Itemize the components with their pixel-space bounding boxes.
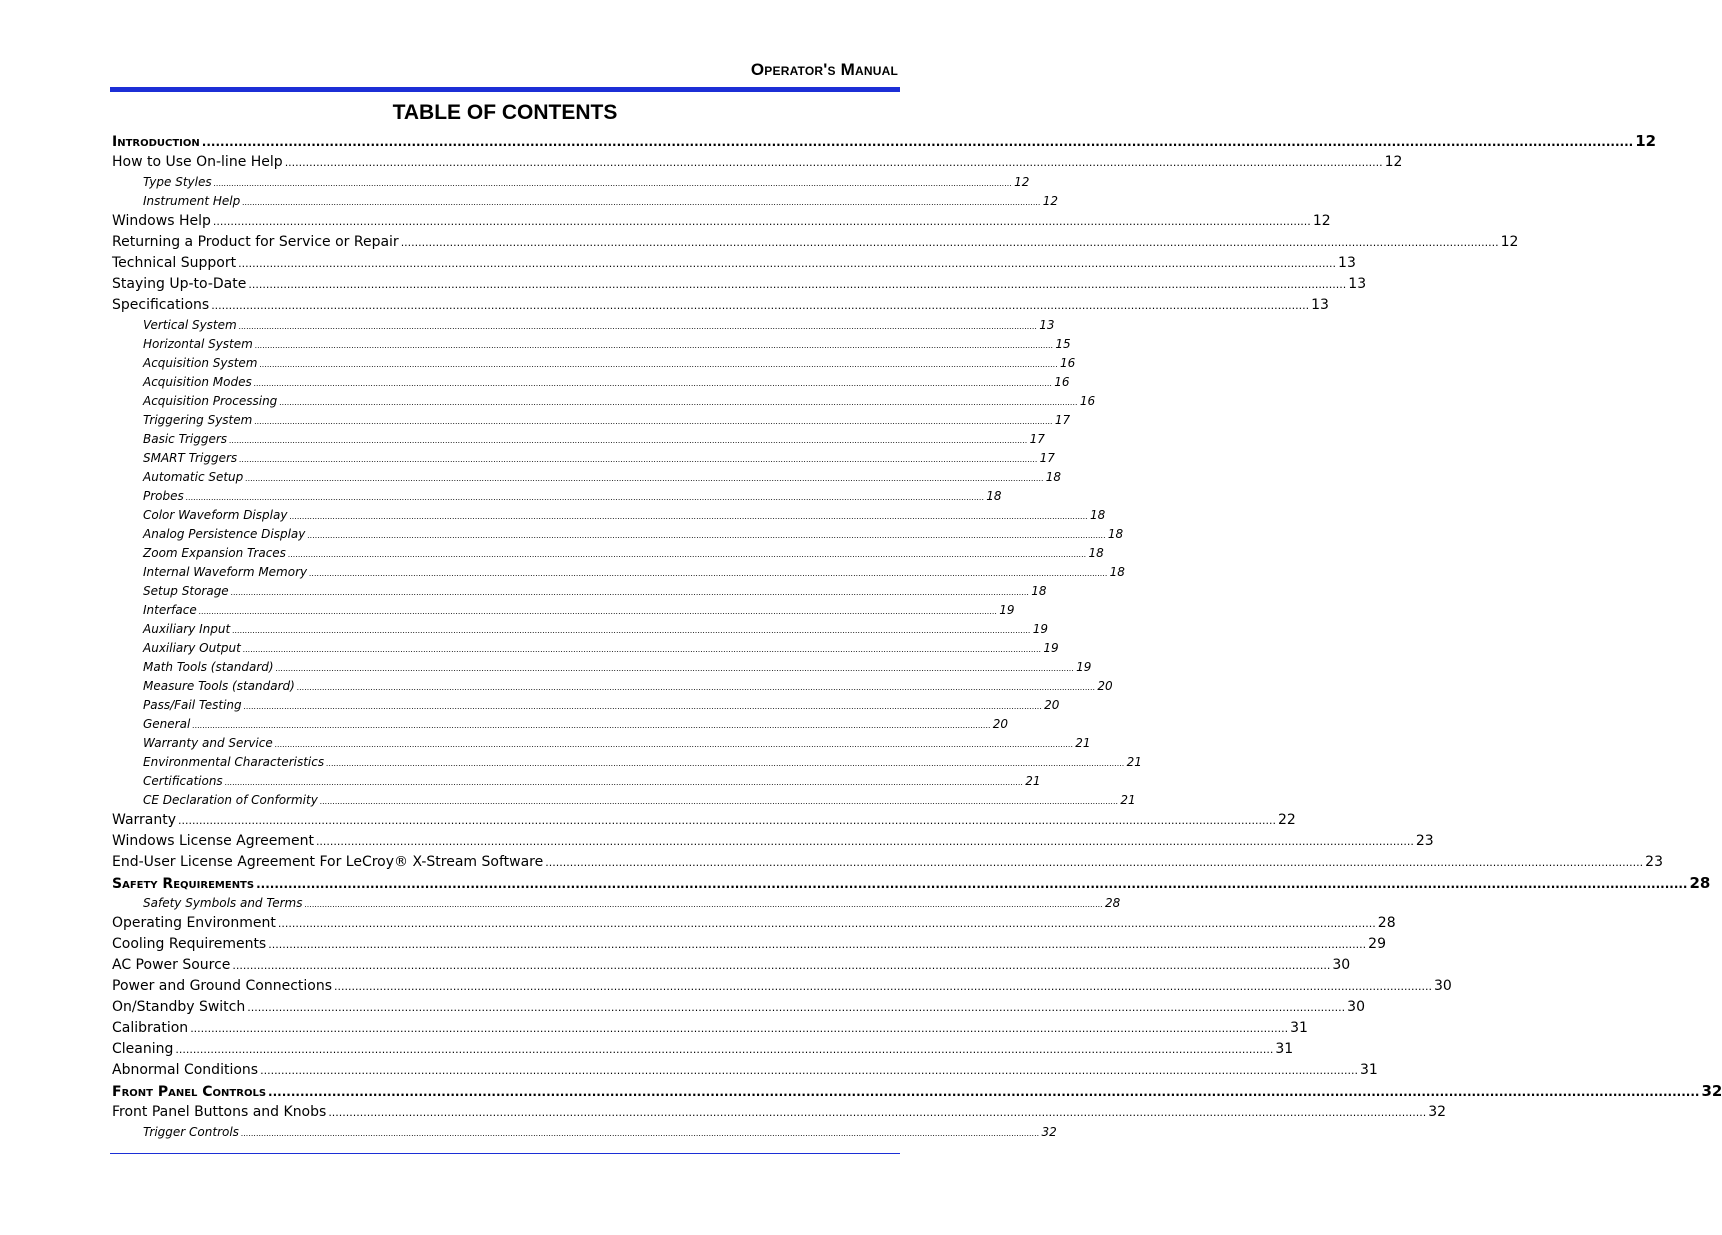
toc-entry-label: Windows Help: [112, 213, 211, 229]
toc-entry-page: 16: [1054, 375, 1070, 389]
toc-entry[interactable]: [112, 772, 1041, 791]
toc-entry-page: 28: [1689, 874, 1711, 892]
toc-leader-dots: ..........................................................................................................................................................................................................................................................................................................................: [400, 236, 1499, 249]
toc-entry[interactable]: [112, 131, 1657, 152]
toc-entry-page: 12: [1014, 175, 1030, 189]
toc-entry-page: 13: [1039, 318, 1055, 332]
toc-entry-label: Measure Tools (standard): [143, 679, 295, 693]
toc-leader-dots: ..........................................................................................................................................................................................................................................................................................................................: [239, 455, 1038, 464]
toc-entry-page: 31: [1360, 1062, 1378, 1078]
toc-entry-label: How to Use On-line Help: [112, 154, 283, 170]
toc-entry-page: 17: [1039, 451, 1055, 465]
toc-leader-dots: ..........................................................................................................................................................................................................................................................................................................................: [232, 959, 1331, 972]
toc-entry-label: Front Panel Buttons and Knobs: [112, 1104, 327, 1120]
toc-entry[interactable]: [112, 173, 1030, 192]
toc-entry[interactable]: [112, 582, 1047, 601]
toc-entry[interactable]: [112, 696, 1060, 715]
toc-entry-label: CE Declaration of Conformity: [143, 793, 318, 807]
toc-entry-page: 18: [1045, 470, 1062, 484]
toc-leader-dots: ..........................................................................................................................................................................................................................................................................................................................: [192, 721, 991, 730]
toc-entry[interactable]: [112, 295, 1329, 316]
toc-entry-page: 28: [1377, 915, 1396, 931]
toc-entry-label: Windows License Agreement: [112, 833, 314, 849]
toc-leader-dots: ..........................................................................................................................................................................................................................................................................................................................: [243, 702, 1043, 711]
toc-entry-label: Basic Triggers: [143, 432, 228, 446]
toc-entry-page: 21: [1120, 793, 1136, 807]
toc-leader-dots: ..........................................................................................................................................................................................................................................................................................................................: [201, 135, 1634, 149]
toc-entry-page: 21: [1025, 774, 1041, 788]
toc-entry-page: 12: [1635, 132, 1657, 150]
toc-entry[interactable]: [112, 934, 1386, 955]
toc-leader-dots: ..........................................................................................................................................................................................................................................................................................................................: [248, 278, 1347, 291]
toc-leader-dots: ..........................................................................................................................................................................................................................................................................................................................: [229, 436, 1028, 445]
toc-entry-page: 12: [1312, 213, 1331, 229]
toc-entry[interactable]: [112, 152, 1403, 173]
toc-entry-label: Returning a Product for Service or Repair: [112, 234, 399, 250]
toc-entry[interactable]: [112, 563, 1125, 582]
toc-leader-dots: ..........................................................................................................................................................................................................................................................................................................................: [315, 835, 1414, 848]
toc-leader-dots: ..........................................................................................................................................................................................................................................................................................................................: [545, 856, 1644, 869]
toc-leader-dots: ..........................................................................................................................................................................................................................................................................................................................: [319, 797, 1119, 806]
toc-entry-page: 19: [1032, 622, 1048, 636]
toc-entry-label: Cleaning: [112, 1041, 174, 1057]
toc-entry-page: 31: [1275, 1041, 1294, 1057]
toc-leader-dots: ..........................................................................................................................................................................................................................................................................................................................: [279, 398, 1078, 407]
toc-leader-dots: ..........................................................................................................................................................................................................................................................................................................................: [178, 814, 1276, 827]
toc-entry-page: 28: [1104, 896, 1121, 910]
toc-entry-label: Cooling Requirements: [112, 936, 267, 952]
toc-entry-label: Warranty and Service: [143, 736, 273, 750]
toc-leader-dots: ..........................................................................................................................................................................................................................................................................................................................: [307, 531, 1106, 540]
toc-entry-label: Front Panel Controls: [112, 1084, 267, 1100]
toc-entry-page: 20: [1044, 698, 1060, 712]
toc-entry[interactable]: [112, 373, 1070, 392]
toc-entry-label: Technical Support: [112, 255, 237, 271]
toc-entry[interactable]: [112, 449, 1055, 468]
toc-entry[interactable]: [112, 913, 1396, 934]
toc-entry-label: Horizontal System: [143, 337, 253, 351]
toc-leader-dots: ..........................................................................................................................................................................................................................................................................................................................: [309, 569, 1108, 578]
toc-entry[interactable]: [112, 544, 1104, 563]
toc-entry[interactable]: [112, 1060, 1378, 1081]
toc-entry-label: Zoom Expansion Traces: [143, 546, 286, 560]
toc-entry-label: Vertical System: [143, 318, 237, 332]
toc-leader-dots: ..........................................................................................................................................................................................................................................................................................................................: [213, 179, 1013, 188]
toc-entry-page: 30: [1433, 978, 1452, 994]
toc-entry-label: Pass/Fail Testing: [143, 698, 242, 712]
toc-entry-label: Acquisition System: [143, 356, 258, 370]
toc-entry[interactable]: [112, 677, 1113, 696]
toc-leader-dots: ..........................................................................................................................................................................................................................................................................................................................: [328, 1106, 1427, 1119]
toc-entry-label: General: [143, 717, 191, 731]
toc-entry-page: 30: [1332, 957, 1351, 973]
toc-entry[interactable]: [112, 1039, 1294, 1060]
toc-entry-label: Type Styles: [143, 175, 212, 189]
toc-leader-dots: ..........................................................................................................................................................................................................................................................................................................................: [245, 474, 1044, 483]
toc-entry-page: 18: [1109, 565, 1125, 579]
toc-entry-page: 19: [999, 603, 1015, 617]
toc-entry[interactable]: [112, 639, 1059, 658]
toc-entry-page: 16: [1079, 394, 1096, 408]
toc-entry[interactable]: [112, 430, 1045, 449]
toc-entry-label: Warranty: [112, 812, 177, 828]
toc-leader-dots: ..........................................................................................................................................................................................................................................................................................................................: [230, 588, 1030, 597]
toc-leader-dots: ..........................................................................................................................................................................................................................................................................................................................: [326, 759, 1125, 768]
toc-entry[interactable]: [112, 192, 1058, 211]
toc-leader-dots: ..........................................................................................................................................................................................................................................................................................................................: [253, 379, 1053, 388]
toc-entry-page: 15: [1055, 337, 1071, 351]
toc-entry-label: Auxiliary Input: [143, 622, 231, 636]
toc-leader-dots: ..........................................................................................................................................................................................................................................................................................................................: [212, 215, 1311, 228]
toc-entry-page: 18: [1089, 508, 1106, 522]
toc-leader-dots: ..........................................................................................................................................................................................................................................................................................................................: [268, 1085, 1700, 1099]
toc-entry-label: Safety Requirements: [112, 876, 255, 892]
toc-entry-label: On/Standby Switch: [112, 999, 246, 1015]
toc-entry[interactable]: [112, 411, 1071, 430]
toc-leader-dots: ..........................................................................................................................................................................................................................................................................................................................: [185, 493, 985, 502]
toc-entry-label: Abnormal Conditions: [112, 1062, 259, 1078]
toc-entry-label: End-User License Agreement For LeCroy® X-Stream Software: [112, 854, 544, 870]
toc-leader-dots: ..........................................................................................................................................................................................................................................................................................................................: [277, 917, 1376, 930]
toc-entry-page: 19: [1076, 660, 1092, 674]
toc-entry-label: Staying Up-to-Date: [112, 276, 247, 292]
toc-entry-label: Internal Waveform Memory: [143, 565, 308, 579]
header-rule: [110, 87, 900, 92]
toc-entry-label: Acquisition Processing: [143, 394, 278, 408]
toc-entry[interactable]: [112, 335, 1071, 354]
toc-entry-page: 21: [1075, 736, 1091, 750]
toc-leader-dots: ..........................................................................................................................................................................................................................................................................................................................: [296, 683, 1096, 692]
toc-leader-dots: ..........................................................................................................................................................................................................................................................................................................................: [284, 156, 1383, 169]
toc-entry-page: 18: [1088, 546, 1104, 560]
toc-entry-page: 23: [1415, 833, 1434, 849]
toc-entry-page: 32: [1701, 1082, 1722, 1100]
toc-entry[interactable]: [112, 487, 1002, 506]
toc-entry-label: Power and Ground Connections: [112, 978, 333, 994]
toc-entry[interactable]: [112, 734, 1091, 753]
toc-entry-page: 17: [1054, 413, 1071, 427]
toc-entry-label: Analog Persistence Display: [143, 527, 306, 541]
toc-leader-dots: ..........................................................................................................................................................................................................................................................................................................................: [190, 1022, 1289, 1035]
toc-entry-label: Triggering System: [143, 413, 253, 427]
toc-entry[interactable]: [112, 601, 1015, 620]
toc-leader-dots: ..........................................................................................................................................................................................................................................................................................................................: [274, 740, 1074, 749]
toc-entry[interactable]: [112, 468, 1062, 487]
toc-leader-dots: ..........................................................................................................................................................................................................................................................................................................................: [242, 198, 1041, 207]
toc-entry-label: Safety Symbols and Terms: [143, 896, 303, 910]
toc-entry-page: 13: [1348, 276, 1367, 292]
toc-entry[interactable]: [112, 1018, 1308, 1039]
toc-entry-page: 32: [1428, 1104, 1447, 1120]
toc-entry-page: 13: [1338, 255, 1356, 271]
toc-entry-label: Acquisition Modes: [143, 375, 252, 389]
toc-entry[interactable]: [112, 211, 1331, 232]
toc-entry-label: Auxiliary Output: [143, 641, 241, 655]
toc-entry[interactable]: [112, 316, 1055, 335]
page-header-title: Operator's Manual: [750, 60, 898, 79]
toc-entry-label: Operating Environment: [112, 915, 276, 931]
toc-entry-page: 12: [1500, 234, 1519, 250]
toc-leader-dots: ..........................................................................................................................................................................................................................................................................................................................: [211, 299, 1310, 312]
toc-entry-page: 32: [1041, 1125, 1057, 1139]
toc-leader-dots: ..........................................................................................................................................................................................................................................................................................................................: [224, 778, 1024, 787]
toc-entry-label: Certifications: [143, 774, 223, 788]
toc-entry[interactable]: [112, 1123, 1057, 1142]
toc-entry-label: Trigger Controls: [143, 1125, 239, 1139]
toc-entry-label: Environmental Characteristics: [143, 755, 325, 769]
toc-entry[interactable]: [112, 274, 1367, 295]
toc-entry[interactable]: [112, 232, 1519, 253]
toc-entry[interactable]: [112, 525, 1124, 544]
toc-entry[interactable]: [112, 1081, 1722, 1102]
toc-entry[interactable]: [112, 658, 1092, 677]
toc-entry[interactable]: [112, 894, 1121, 913]
toc-entry-page: 29: [1368, 936, 1386, 952]
toc-list: [112, 131, 1722, 1142]
toc-entry[interactable]: [112, 506, 1106, 525]
toc-entry-page: 22: [1277, 812, 1296, 828]
toc-leader-dots: ..........................................................................................................................................................................................................................................................................................................................: [334, 980, 1432, 993]
toc-entry[interactable]: [112, 791, 1136, 810]
toc-entry-page: 18: [1107, 527, 1124, 541]
toc-entry[interactable]: [112, 753, 1142, 772]
toc-entry-label: Probes: [143, 489, 184, 503]
toc-leader-dots: ..........................................................................................................................................................................................................................................................................................................................: [260, 1064, 1359, 1077]
toc-entry-label: Math Tools (standard): [143, 660, 274, 674]
toc-leader-dots: ..........................................................................................................................................................................................................................................................................................................................: [259, 360, 1058, 369]
toc-leader-dots: ..........................................................................................................................................................................................................................................................................................................................: [275, 664, 1075, 673]
toc-leader-dots: ..........................................................................................................................................................................................................................................................................................................................: [242, 645, 1042, 654]
toc-entry-page: 20: [1097, 679, 1113, 693]
toc-entry-label: Interface: [143, 603, 197, 617]
toc-entry-page: 17: [1029, 432, 1045, 446]
page-title: TABLE OF CONTENTS: [392, 101, 618, 124]
toc-entry-page: 16: [1060, 356, 1076, 370]
toc-leader-dots: ..........................................................................................................................................................................................................................................................................................................................: [287, 550, 1087, 559]
toc-entry-page: 12: [1042, 194, 1058, 208]
toc-leader-dots: ..........................................................................................................................................................................................................................................................................................................................: [238, 322, 1038, 331]
toc-entry-page: 20: [992, 717, 1009, 731]
toc-leader-dots: ..........................................................................................................................................................................................................................................................................................................................: [268, 938, 1367, 951]
toc-entry[interactable]: [112, 620, 1048, 639]
toc-entry[interactable]: [112, 976, 1452, 997]
toc-entry[interactable]: [112, 715, 1009, 734]
toc-entry-page: 31: [1290, 1020, 1308, 1036]
toc-entry[interactable]: [112, 955, 1351, 976]
toc-entry[interactable]: [112, 852, 1663, 873]
toc-entry-label: AC Power Source: [112, 957, 231, 973]
toc-leader-dots: ..........................................................................................................................................................................................................................................................................................................................: [289, 512, 1088, 521]
toc-leader-dots: ..........................................................................................................................................................................................................................................................................................................................: [254, 341, 1054, 350]
toc-entry[interactable]: [112, 997, 1365, 1018]
toc-leader-dots: ..........................................................................................................................................................................................................................................................................................................................: [254, 417, 1053, 426]
toc-entry-page: 19: [1043, 641, 1059, 655]
toc-entry[interactable]: [112, 810, 1296, 831]
toc-leader-dots: ..........................................................................................................................................................................................................................................................................................................................: [238, 257, 1337, 270]
toc-leader-dots: ..........................................................................................................................................................................................................................................................................................................................: [256, 877, 1688, 891]
toc-leader-dots: ..........................................................................................................................................................................................................................................................................................................................: [247, 1001, 1346, 1014]
toc-entry[interactable]: [112, 392, 1096, 411]
toc-entry-page: 23: [1645, 854, 1663, 870]
toc-entry-label: Introduction: [112, 134, 200, 150]
toc-leader-dots: ..........................................................................................................................................................................................................................................................................................................................: [304, 900, 1103, 909]
toc-entry-label: SMART Triggers: [143, 451, 238, 465]
toc-entry[interactable]: [112, 831, 1434, 852]
toc-leader-dots: ..........................................................................................................................................................................................................................................................................................................................: [198, 607, 998, 616]
toc-leader-dots: ..........................................................................................................................................................................................................................................................................................................................: [232, 626, 1031, 635]
toc-entry-label: Specifications: [112, 297, 210, 313]
toc-entry-page: 30: [1347, 999, 1365, 1015]
toc-entry-page: 21: [1126, 755, 1142, 769]
toc-entry-label: Color Waveform Display: [143, 508, 288, 522]
footer-rule: [110, 1153, 900, 1154]
toc-entry-label: Instrument Help: [143, 194, 241, 208]
toc-leader-dots: ..........................................................................................................................................................................................................................................................................................................................: [175, 1043, 1274, 1056]
toc-entry-page: 18: [1031, 584, 1047, 598]
toc-entry-label: Setup Storage: [143, 584, 229, 598]
toc-entry-page: 12: [1384, 154, 1403, 170]
toc-entry[interactable]: [112, 354, 1076, 373]
toc-entry-page: 18: [986, 489, 1002, 503]
toc-entry-label: Calibration: [112, 1020, 189, 1036]
toc-entry-page: 13: [1311, 297, 1329, 313]
toc-entry[interactable]: [112, 1102, 1447, 1123]
toc-entry[interactable]: [112, 253, 1356, 274]
toc-entry-label: Automatic Setup: [143, 470, 244, 484]
toc-leader-dots: ..........................................................................................................................................................................................................................................................................................................................: [240, 1129, 1040, 1138]
toc-entry[interactable]: [112, 873, 1711, 894]
